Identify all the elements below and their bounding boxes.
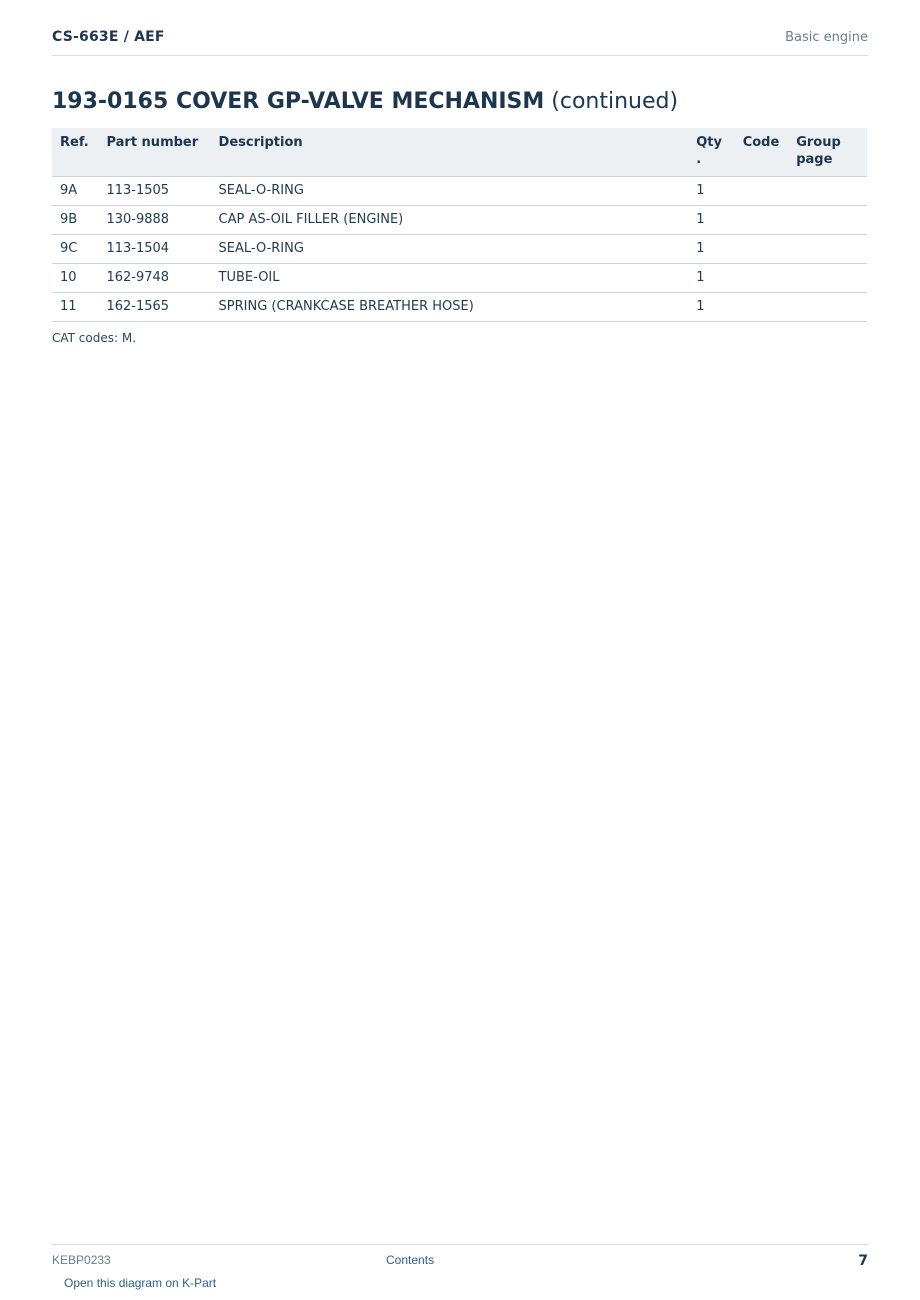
header-part-number: Part number xyxy=(98,128,210,177)
table-row xyxy=(52,264,867,293)
page-number: 7 xyxy=(858,1253,868,1269)
cell-group-page xyxy=(788,235,867,264)
header-group-line2: page xyxy=(796,152,833,167)
cell-part-number: 162-9748 xyxy=(98,264,210,293)
header-qty xyxy=(688,128,734,177)
cell-group-page xyxy=(788,264,867,293)
cell-ref: 9A xyxy=(52,177,98,206)
header-code: Code xyxy=(735,128,789,177)
cell-description: CAP AS-OIL FILLER (ENGINE) xyxy=(211,206,689,235)
page-title-main: 193-0165 COVER GP-VALVE MECHANISM xyxy=(52,89,545,114)
cell-ref: 9B xyxy=(52,206,98,235)
cell-qty: 1 xyxy=(688,206,734,235)
cell-ref: 11 xyxy=(52,293,98,322)
header-description: Description xyxy=(211,128,689,177)
cell-description: SEAL-O-RING xyxy=(211,235,689,264)
cell-ref: 10 xyxy=(52,264,98,293)
cell-group-page xyxy=(788,293,867,322)
page-title xyxy=(52,89,678,114)
cell-qty: 1 xyxy=(688,264,734,293)
cell-description: TUBE-OIL xyxy=(211,264,689,293)
cell-code xyxy=(735,235,789,264)
cell-part-number: 162-1565 xyxy=(98,293,210,322)
cell-ref: 9C xyxy=(52,235,98,264)
header-group-page xyxy=(788,128,867,177)
cell-code xyxy=(735,177,789,206)
table-row xyxy=(52,235,867,264)
table-row xyxy=(52,206,867,235)
parts-table xyxy=(52,128,867,322)
page-header xyxy=(52,28,868,56)
cell-code xyxy=(735,293,789,322)
cell-code xyxy=(735,264,789,293)
cell-group-page xyxy=(788,177,867,206)
cell-part-number: 113-1504 xyxy=(98,235,210,264)
cat-codes-note: CAT codes: M. xyxy=(52,331,137,345)
page-title-suffix: (continued) xyxy=(551,89,679,114)
cell-qty: 1 xyxy=(688,293,734,322)
cell-group-page xyxy=(788,206,867,235)
cell-qty: 1 xyxy=(688,177,734,206)
document-id: CS-663E / AEF xyxy=(52,29,165,45)
cell-qty: 1 xyxy=(688,235,734,264)
cell-description: SPRING (CRANKCASE BREATHER HOSE) xyxy=(211,293,689,322)
open-kpart-link[interactable]: Open this diagram on K-Part xyxy=(64,1276,217,1290)
header-qty-line2: . xyxy=(696,152,702,167)
cell-part-number: 130-9888 xyxy=(98,206,210,235)
header-ref: Ref. xyxy=(52,128,98,177)
header-qty-line1: Qty xyxy=(696,135,722,150)
cell-code xyxy=(735,206,789,235)
table-row xyxy=(52,177,867,206)
table-row xyxy=(52,293,867,322)
section-name: Basic engine xyxy=(785,30,868,45)
footer-document-code: KEBP0233 xyxy=(52,1253,111,1267)
cell-part-number: 113-1505 xyxy=(98,177,210,206)
contents-link[interactable]: Contents xyxy=(386,1253,435,1267)
cell-description: SEAL-O-RING xyxy=(211,177,689,206)
table-header-row xyxy=(52,128,867,177)
header-group-line1: Group xyxy=(796,135,841,150)
